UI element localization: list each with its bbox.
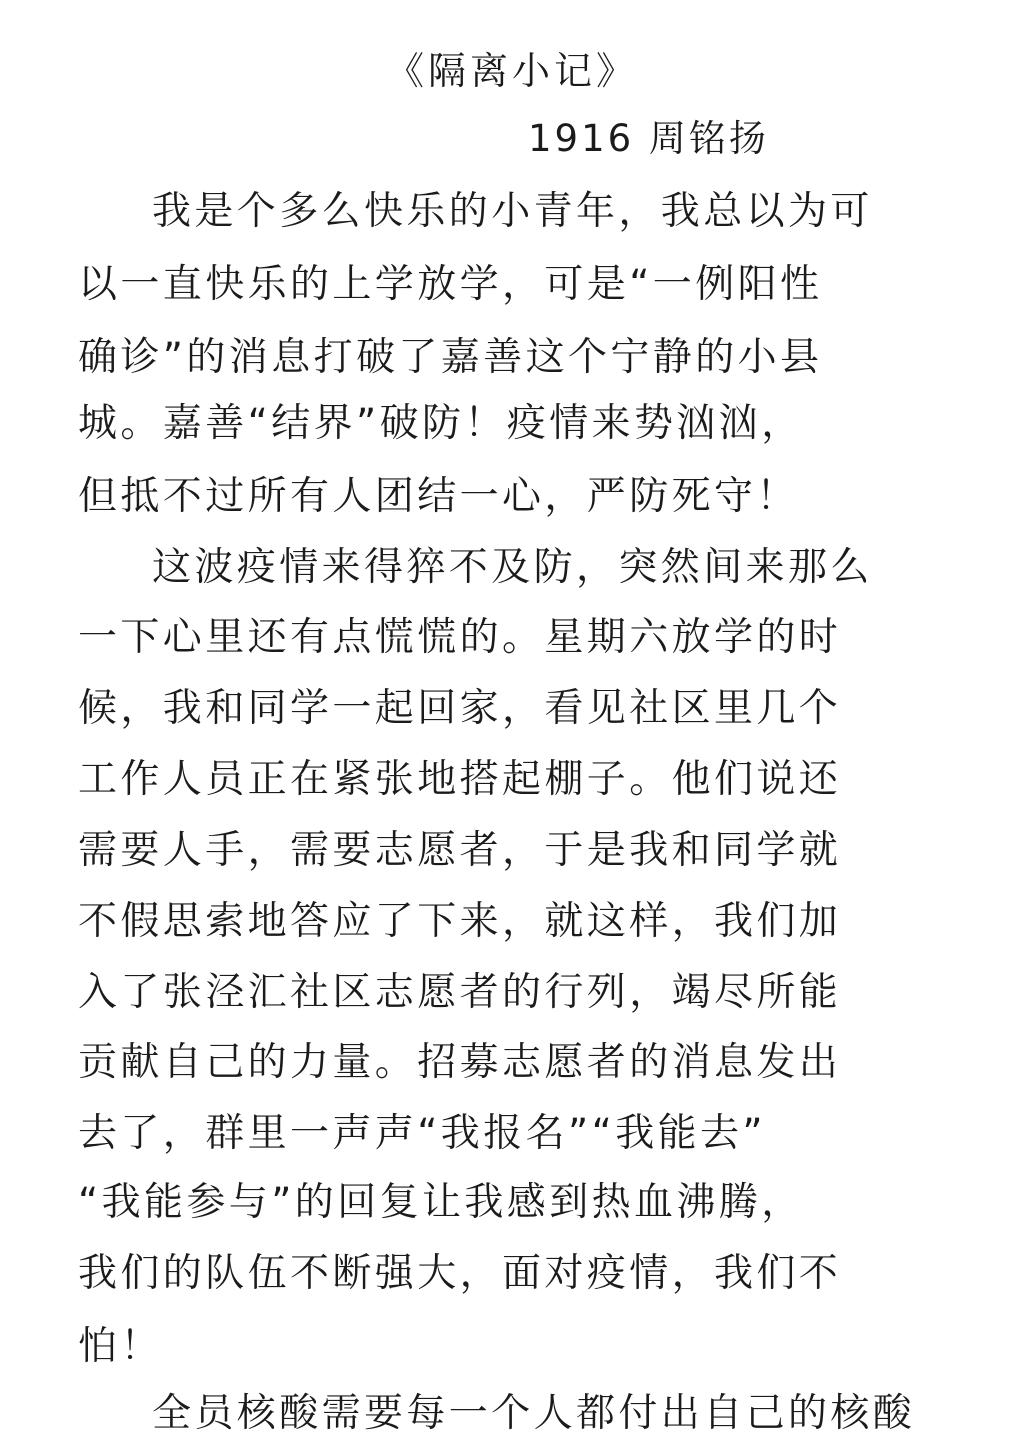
essay-title: 《隔离小记》 (386, 49, 639, 93)
essay-line: 全员核酸需要每一个人都付出自己的核酸 (152, 1391, 916, 1436)
essay-author: 1916 周铭扬 (528, 117, 769, 160)
essay-line: 但抵不过所有人团结一心，严防死守！ (78, 474, 799, 519)
essay-line: 确诊”的消息打破了嘉善这个宁静的小县 (78, 335, 823, 380)
essay-line: 贡献自己的力量。招募志愿者的消息发出 (78, 1040, 842, 1085)
essay-line: 入了张泾汇社区志愿者的行列，竭尽所能 (78, 970, 842, 1015)
essay-line: 我是个多么快乐的小青年，我总以为可 (152, 189, 873, 234)
essay-line: 怕！ (78, 1324, 163, 1369)
essay-line: 不假思索地答应了下来，就这样，我们加 (78, 899, 842, 944)
essay-line: 我们的队伍不断强大，面对疫情，我们不 (78, 1251, 842, 1296)
essay-line: 候，我和同学一起回家，看见社区里几个 (78, 686, 842, 731)
essay-line: “我能参与”的回复让我感到热血沸腾， (78, 1180, 804, 1225)
essay-line: 需要人手，需要志愿者，于是我和同学就 (78, 828, 842, 873)
essay-line: 以一直快乐的上学放学，可是“一例阳性 (78, 262, 823, 307)
essay-line: 去了，群里一声声“我报名”“我能去” (78, 1111, 767, 1156)
essay-line: 工作人员正在紧张地搭起棚子。他们说还 (78, 757, 842, 802)
essay-line: 一下心里还有点慌慌的。星期六放学的时 (78, 615, 842, 660)
essay-line: 城。嘉善“结界”破防！疫情来势汹汹， (78, 401, 804, 446)
essay-line: 这波疫情来得猝不及防，突然间来那么 (152, 545, 873, 590)
